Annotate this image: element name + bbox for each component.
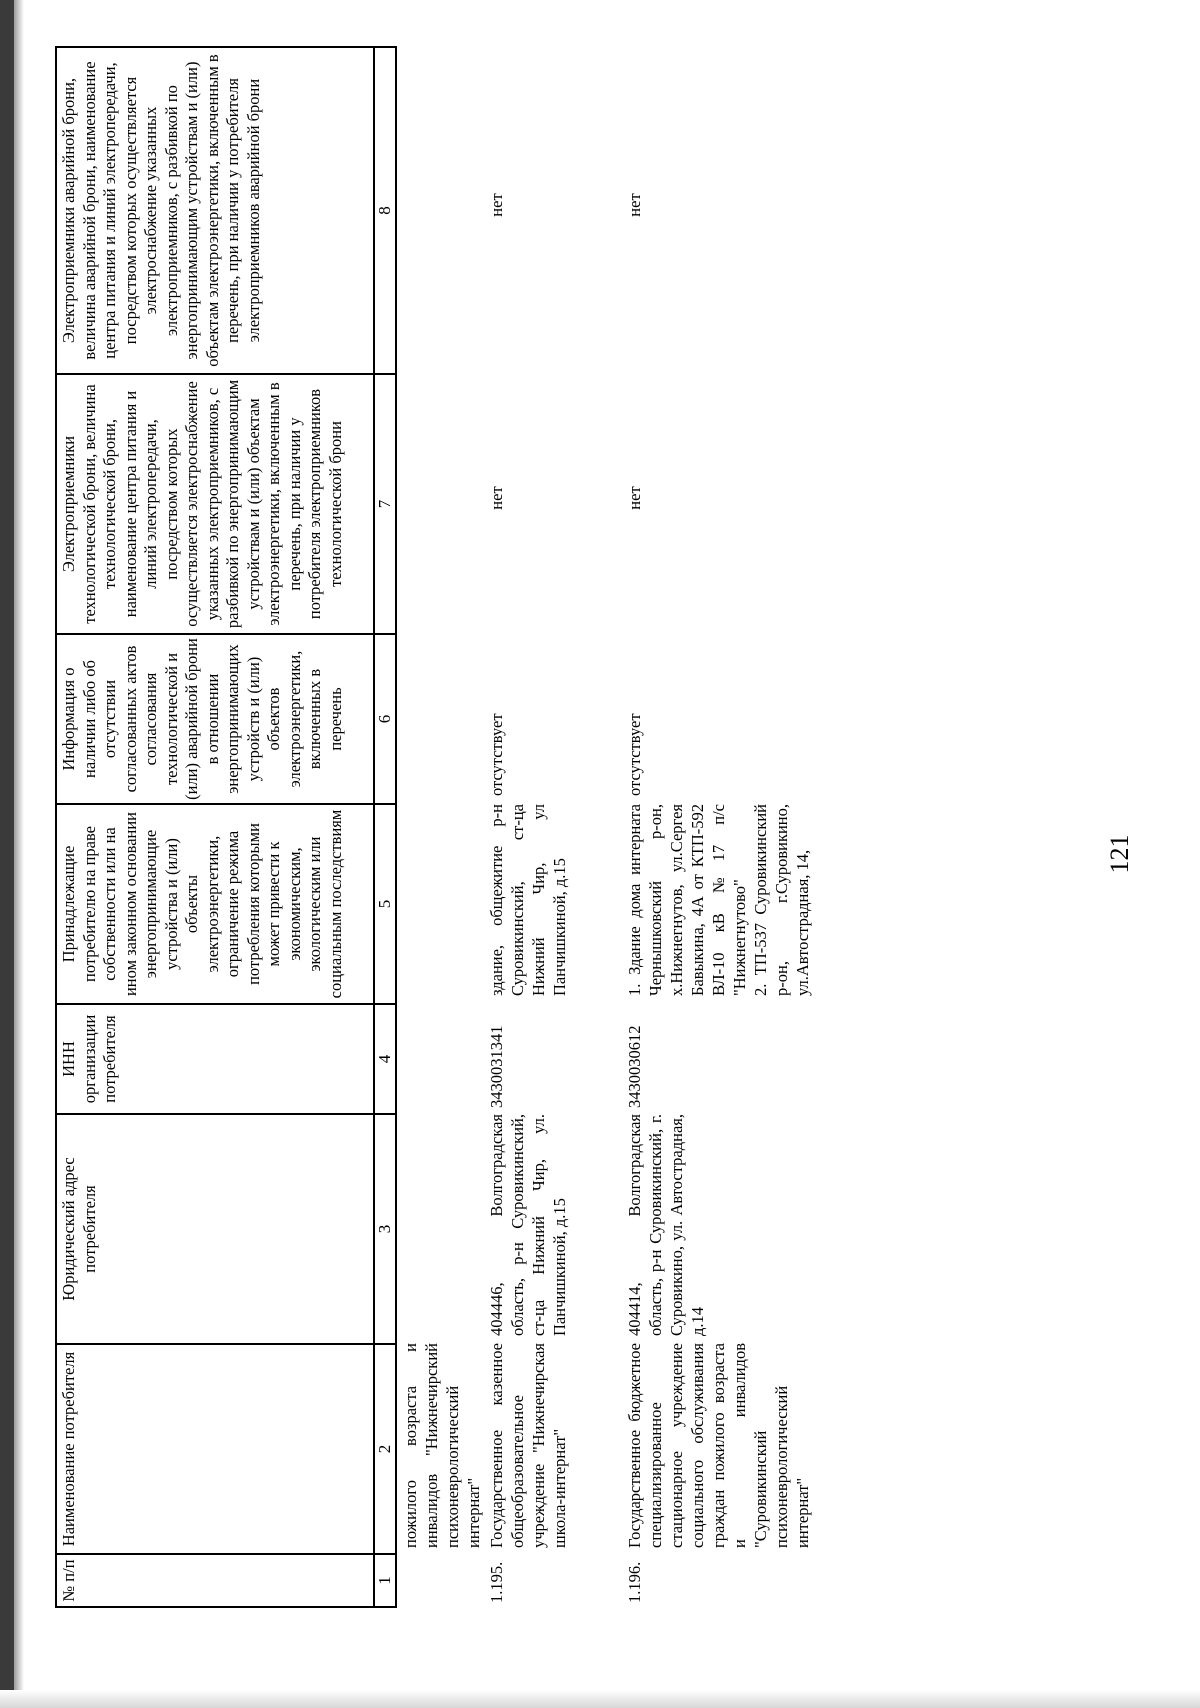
column-number: 2 [374,1344,396,1554]
header-col-address: Юридический адрес потребителя [56,1114,374,1344]
energy-devices: 1. Здание дома интерната Чернышковский р-он, х.Нижнегнутов, ул.Сергея Бавыкина, 4А от КТП-592 ВЛ-10 кВ №17 п/с "Нижнегнутово" 2. ТП-537 Суровикинский р-он, г.Суровикино, ул.Автострадная, 14, [625,804,812,996]
header-col-name: Наименование потребителя [56,1344,374,1554]
reserve-acts: отсутствует [625,713,644,796]
tech-reserve: нет [625,486,644,510]
header-col-acts: Информация о наличии либо об отсутствии согласованных актов согласования технологической и (или) аварийной брони в отношении энергопринимающих устройств и (или) объектов электроэнергетики, включенных в перечень [56,634,374,804]
legal-address: 404446, Волгоградская область, р-н Суровикинский, ст-ца Нижний Чир, ул. Панчишкиной, д.15 [487,1114,569,1336]
consumer-name: Государственное бюджетное специализированное стационарное учреждение социального обслуживания граждан пожилого возраста и инвалидов "Суровикинский психоневрологический интернат" [625,1343,812,1548]
header-col-tech-reserve: Электроприемники технологической брони, величина технологической брони, наименование центра питания и линий электропередачи, посредством которых осуществляется электроснабжение указанных электроприемников, с разбивкой по энергопринимающим устройствам и (или) объектам электроэнергетики, включенным в перечень, при наличии у потребителя электроприемников технологической брони [56,374,374,634]
page-number: 121 [1105,834,1134,874]
header-col-emergency-reserve: Электроприемники аварийной брони, величина аварийной брони, наименование центра питания и линий электропередачи, посредством которых осуществляется электроснабжение указанных электроприемников, с разбивкой по энергопринимающим устройствам и (или) объектам электроэнергетики, включенным в перечень, при наличии у потребителя электроприемников аварийной брони [56,47,374,374]
column-number: 6 [374,634,396,804]
column-number: 8 [374,47,396,374]
column-number: 7 [374,374,396,634]
consumer-name: Государственное казенное общеобразовательное учреждение "Нижнечирская школа-интернат" [487,1343,569,1548]
reserve-acts: отсутствует [487,713,506,796]
table-header [55,46,397,1608]
inn: 3430030612 [625,1025,644,1108]
header-col-num: № п/п [56,1554,374,1607]
column-number: 3 [374,1114,396,1344]
emergency-reserve: нет [487,193,506,217]
inn: 3430031341 [487,1025,506,1108]
column-number: 5 [374,804,396,1004]
column-number: 1 [374,1554,396,1607]
emergency-reserve: нет [625,193,644,217]
row-number: 1.195. [487,1561,506,1603]
row-number: 1.196. [625,1561,644,1603]
energy-devices: здание, общежитие р-н Суровикинский, ст-ца Нижний Чир, ул Панчишкиной, д.15 [487,804,569,996]
legal-address: 404414, Волгоградская область, р-н Суровикинский, г. Суровикино, ул. Автострадная, д.14 [625,1114,707,1336]
tech-reserve: нет [487,486,506,510]
header-col-inn: ИНН организации потребителя [56,1004,374,1114]
header-col-devices: Принадлежащие потребителю на праве собственности или на ином законном основании энергопринимающие устройства и (или) объекты электроэнергетики, ограничение режима потребления которыми может привести к экономическим, экологическим или социальным последствиям [56,804,374,1004]
column-number: 4 [374,1004,396,1114]
continuation-text: пожилого возраста и инвалидов "Нижнечирский психоневрологический интернат" [401,1343,483,1548]
